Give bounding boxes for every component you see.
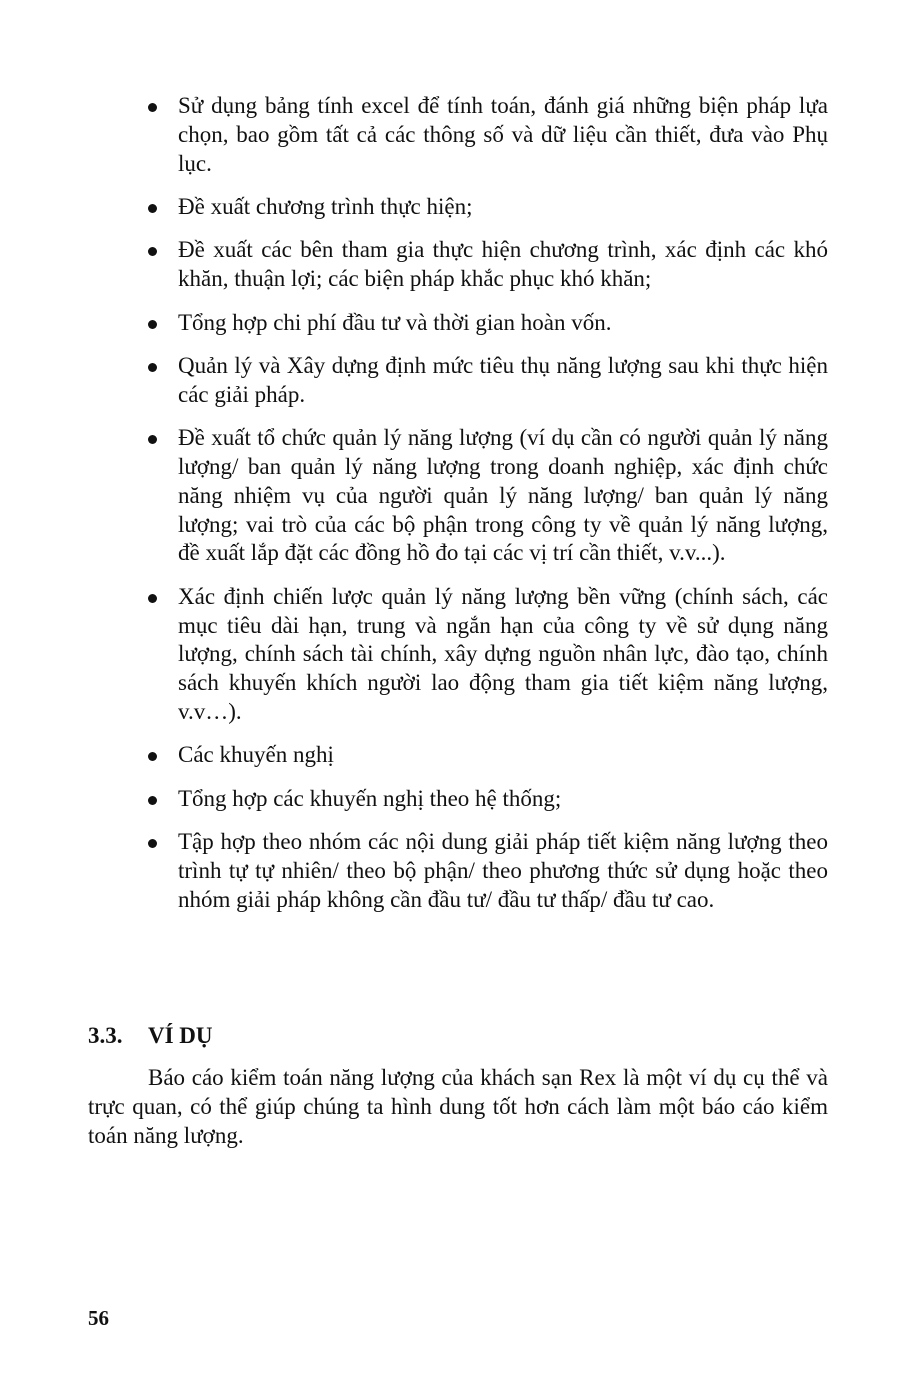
- bullet-icon: [148, 363, 157, 372]
- list-item-text: Sử dụng bảng tính excel để tính toán, đánh giá những biện pháp lựa chọn, bao gồm tất cả các thông số và dữ liệu cần thiết, đưa vào Phụ lục.: [178, 93, 828, 176]
- list-item-text: Đề xuất tổ chức quản lý năng lượng (ví dụ cần có người quản lý năng lượng/ ban quản lý năng lượng trong doanh nghiệp, xác định chức năng nhiệm vụ của người quản lý năng lượng/ ban quản lý năng lượng; vai trò của các bộ phận trong công ty về quản lý năng lượng, đề xuất lắp đặt các đồng hồ đo tại các vị trí cần thiết, v.v...).: [178, 425, 828, 566]
- list-item-text: Xác định chiến lược quản lý năng lượng bền vững (chính sách, các mục tiêu dài hạn, trung và ngắn hạn của công ty về sử dụng năng lượng, chính sách tài chính, xây dựng nguồn nhân lực, đào tạo, chính sách khuyến khích người lao động tham gia tiết kiệm năng lượng, v.v…).: [178, 583, 828, 724]
- bullet-list: [178, 92, 828, 929]
- section-paragraph: Báo cáo kiểm toán năng lượng của khách sạn Rex là một ví dụ cụ thể và trực quan, có thể giúp chúng ta hình dung tốt hơn cách làm một báo cáo kiểm toán năng lượng.: [88, 1065, 828, 1148]
- list-item: [178, 352, 828, 410]
- list-item: [178, 236, 828, 294]
- list-item-text: Các khuyến nghị: [178, 742, 334, 768]
- bullet-icon: [148, 103, 157, 112]
- bullet-icon: [148, 594, 157, 603]
- bullet-icon: [148, 839, 157, 848]
- list-item-text: Quản lý và Xây dựng định mức tiêu thụ năng lượng sau khi thực hiện các giải pháp.: [178, 352, 828, 407]
- list-item-text: Tổng hợp chi phí đầu tư và thời gian hoàn vốn.: [178, 309, 612, 335]
- list-item: [178, 92, 828, 178]
- section-title: VÍ DỤ: [148, 1023, 213, 1048]
- list-item: [178, 424, 828, 568]
- list-item: [178, 309, 828, 338]
- bullet-icon: [148, 752, 157, 761]
- list-item: [178, 741, 828, 770]
- list-item: [178, 583, 828, 727]
- bullet-icon: [148, 320, 157, 329]
- bullet-icon: [148, 435, 157, 444]
- list-item: [178, 828, 828, 914]
- list-item-text: Tổng hợp các khuyến nghị theo hệ thống;: [178, 785, 562, 811]
- section-heading: [88, 1022, 213, 1051]
- list-item: [178, 193, 828, 222]
- section-number: 3.3.: [88, 1023, 123, 1048]
- bullet-icon: [148, 247, 157, 256]
- list-item-text: Đề xuất các bên tham gia thực hiện chương trình, xác định các khó khăn, thuận lợi; các biện pháp khắc phục khó khăn;: [178, 237, 828, 292]
- list-item: [178, 785, 828, 814]
- list-item-text: Đề xuất chương trình thực hiện;: [178, 193, 473, 219]
- bullet-icon: [148, 204, 157, 213]
- page-number: 56: [88, 1306, 109, 1330]
- list-item-text: Tập hợp theo nhóm các nội dung giải pháp tiết kiệm năng lượng theo trình tự tự nhiên/ theo bộ phận/ theo phương thức sử dụng hoặc theo nhóm giải pháp không cần đầu tư/ đầu tư thấp/ đầu tư cao.: [178, 829, 828, 912]
- bullet-icon: [148, 796, 157, 805]
